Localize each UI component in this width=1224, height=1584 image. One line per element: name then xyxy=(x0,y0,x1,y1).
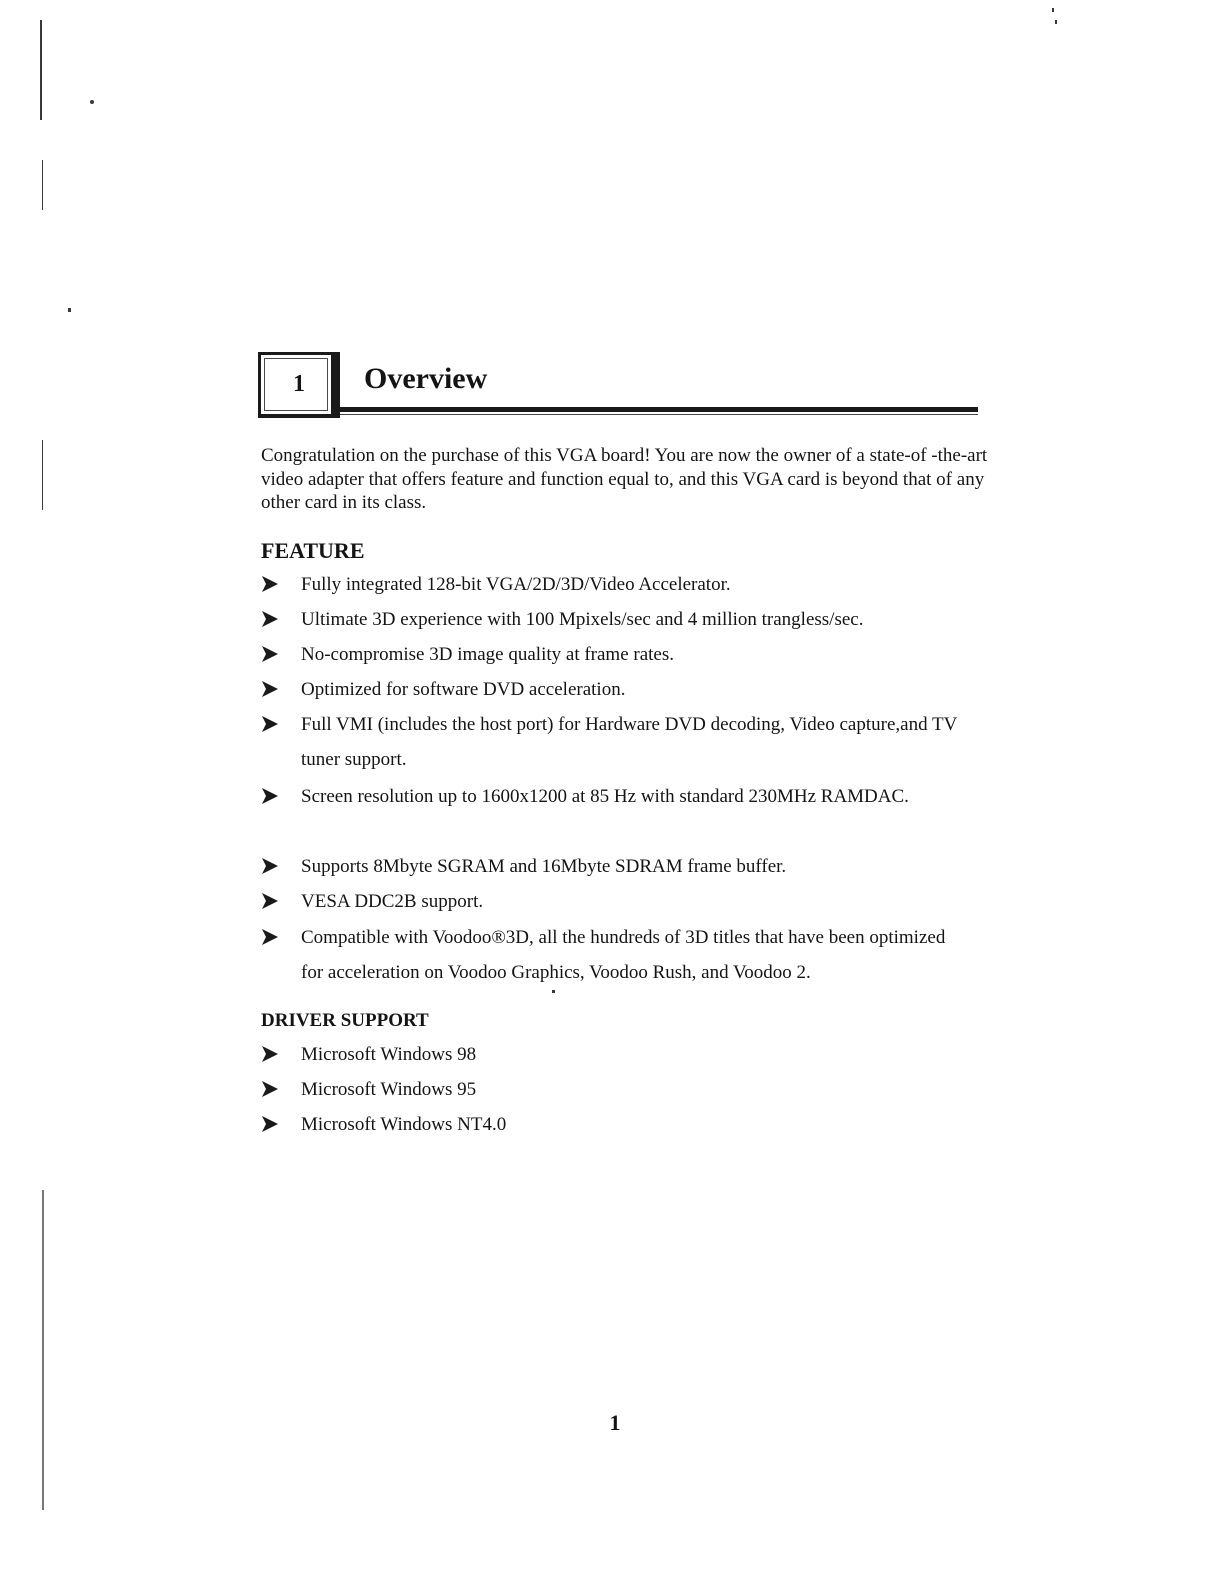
scan-artifact-dot xyxy=(68,308,71,312)
chapter-header xyxy=(258,352,978,420)
feature-item xyxy=(261,779,991,814)
chapter-rule-thin xyxy=(340,414,978,415)
arrow-bullet-icon xyxy=(261,857,279,875)
driver-item-text: Microsoft Windows 95 xyxy=(301,1079,477,1100)
feature-item-text: Compatible with Voodoo®3D, all the hundreds of 3D titles that have been optimized for acceleration on Voodoo Graphics, Voodoo Rush, and Voodoo 2. xyxy=(301,927,946,983)
feature-item xyxy=(261,849,991,884)
arrow-bullet-icon xyxy=(261,892,279,910)
scan-artifact-dot xyxy=(90,100,94,104)
feature-item-text: Fully integrated 128-bit VGA/2D/3D/Video Accelerator. xyxy=(301,574,731,595)
scan-artifact-left-edge xyxy=(42,440,43,510)
feature-item-text: No-compromise 3D image quality at frame rates. xyxy=(301,644,675,665)
chapter-number: 1 xyxy=(293,371,305,397)
arrow-bullet-icon xyxy=(261,1045,279,1063)
feature-item xyxy=(261,707,981,777)
arrow-bullet-icon xyxy=(261,928,279,946)
feature-heading: FEATURE xyxy=(261,538,365,563)
arrow-bullet-icon xyxy=(261,680,279,698)
scan-artifact-left-edge xyxy=(42,160,43,210)
feature-item-text: Screen resolution up to 1600x1200 at 85 Hz with standard 230MHz RAMDAC. xyxy=(301,786,909,807)
driver-item xyxy=(261,1037,991,1072)
driver-support-heading: DRIVER SUPPORT xyxy=(261,1010,429,1031)
arrow-bullet-icon xyxy=(261,575,279,593)
feature-item xyxy=(261,672,991,707)
intro-paragraph: Congratulation on the purchase of this VGA board! You are now the owner of a state-of -the-art video adapter that offers feature and function equal to, and this VGA card is beyond that of any other card in its class. xyxy=(261,445,988,513)
scan-artifact-dot xyxy=(552,990,555,993)
arrow-bullet-icon xyxy=(261,645,279,663)
scan-artifact-left-edge xyxy=(42,1190,44,1510)
chapter-title: Overview xyxy=(364,362,488,395)
arrow-bullet-icon xyxy=(261,1115,279,1133)
feature-item xyxy=(261,602,991,637)
feature-item xyxy=(261,884,991,919)
feature-item-text: Optimized for software DVD acceleration. xyxy=(301,679,626,700)
scan-artifact-left-edge xyxy=(40,20,42,120)
feature-item xyxy=(261,567,991,602)
scan-artifact-dot xyxy=(1052,8,1054,12)
scan-artifact-dot xyxy=(1055,20,1057,24)
feature-item-text: Ultimate 3D experience with 100 Mpixels/sec and 4 million trangless/sec. xyxy=(301,609,864,630)
feature-item xyxy=(261,637,991,672)
driver-item-text: Microsoft Windows 98 xyxy=(301,1044,477,1065)
arrow-bullet-icon xyxy=(261,610,279,628)
arrow-bullet-icon xyxy=(261,715,279,733)
feature-item xyxy=(261,920,971,990)
chapter-rule xyxy=(340,407,978,412)
driver-item xyxy=(261,1107,991,1142)
driver-item xyxy=(261,1072,991,1107)
page-number: 1 xyxy=(609,1410,621,1435)
driver-item-text: Microsoft Windows NT4.0 xyxy=(301,1114,507,1135)
feature-item-text: Full VMI (includes the host port) for Hardware DVD decoding, Video capture,and TV tuner support. xyxy=(301,714,957,770)
arrow-bullet-icon xyxy=(261,1080,279,1098)
arrow-bullet-icon xyxy=(261,787,279,805)
feature-item-text: Supports 8Mbyte SGRAM and 16Mbyte SDRAM frame buffer. xyxy=(301,856,787,877)
feature-item-text: VESA DDC2B support. xyxy=(301,891,484,912)
